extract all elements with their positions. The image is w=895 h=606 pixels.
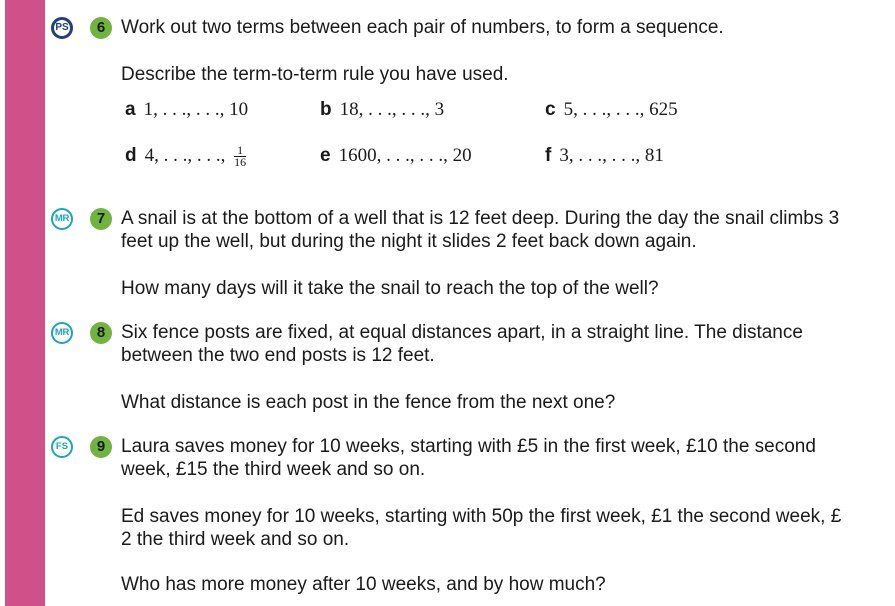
q9-line-4: 2 the third week and so on. (121, 529, 350, 550)
q6-part-c (545, 99, 678, 121)
part-label: e (320, 145, 331, 166)
q6-part-f (545, 145, 664, 167)
part-text: 4, . . ., . . ., (144, 145, 226, 166)
sidebar-strip (5, 0, 45, 606)
q8-line-2: between the two end posts is 12 feet. (121, 345, 435, 366)
part-text: 1, . . ., . . ., 10 (143, 99, 249, 120)
q6-line-1: Work out two terms between each pair of numbers, to form a sequence. (121, 17, 724, 38)
part-text: 1600, . . ., . . ., 20 (338, 145, 472, 166)
question-number-6: 6 (90, 17, 112, 39)
part-label: a (125, 99, 136, 120)
part-label: f (545, 145, 552, 166)
fraction (234, 145, 246, 168)
q7-line-3: How many days will it take the snail to reach the top of the well? (121, 278, 659, 299)
mathematical-reasoning-badge: MR (51, 208, 73, 230)
q9-line-2: week, £15 the third week and so on. (121, 459, 426, 480)
part-text: 3, . . ., . . ., 81 (559, 145, 664, 166)
part-text: 5, . . ., . . ., 625 (563, 99, 678, 120)
part-label: c (545, 99, 556, 120)
q9-line-5: Who has more money after 10 weeks, and by how much? (121, 574, 606, 595)
q6-part-a (125, 99, 248, 121)
question-number-8: 8 (90, 322, 112, 344)
question-number-7: 7 (90, 208, 112, 230)
part-text: 18, . . ., . . ., 3 (339, 99, 445, 120)
q6-part-d (125, 145, 246, 168)
question-number-9: 9 (90, 436, 112, 458)
financial-skills-badge: FS (51, 436, 73, 458)
mathematical-reasoning-badge: MR (51, 322, 73, 344)
part-label: d (125, 145, 137, 166)
q8-line-3: What distance is each post in the fence from the next one? (121, 392, 616, 413)
q7-line-1: A snail is at the bottom of a well that is 12 feet deep. During the day the snail climbs 3 (121, 208, 840, 229)
q8-line-1: Six fence posts are fixed, at equal distances apart, in a straight line. The distance (121, 322, 803, 343)
fraction-denominator: 16 (234, 155, 247, 170)
q7-line-2: feet up the well, but during the night it slides 2 feet back down again. (121, 231, 697, 252)
part-label: b (320, 99, 332, 120)
q6-part-e (320, 145, 472, 167)
q9-line-1: Laura saves money for 10 weeks, starting with £5 in the first week, £10 the second (121, 436, 816, 457)
q6-line-2: Describe the term-to-term rule you have used. (121, 64, 509, 85)
q9-line-3: Ed saves money for 10 weeks, starting with 50p the first week, £1 the second week, £ (121, 506, 842, 527)
fraction-numerator: 1 (234, 145, 246, 157)
q6-part-b (320, 99, 444, 121)
problem-solving-badge: PS (51, 17, 73, 39)
